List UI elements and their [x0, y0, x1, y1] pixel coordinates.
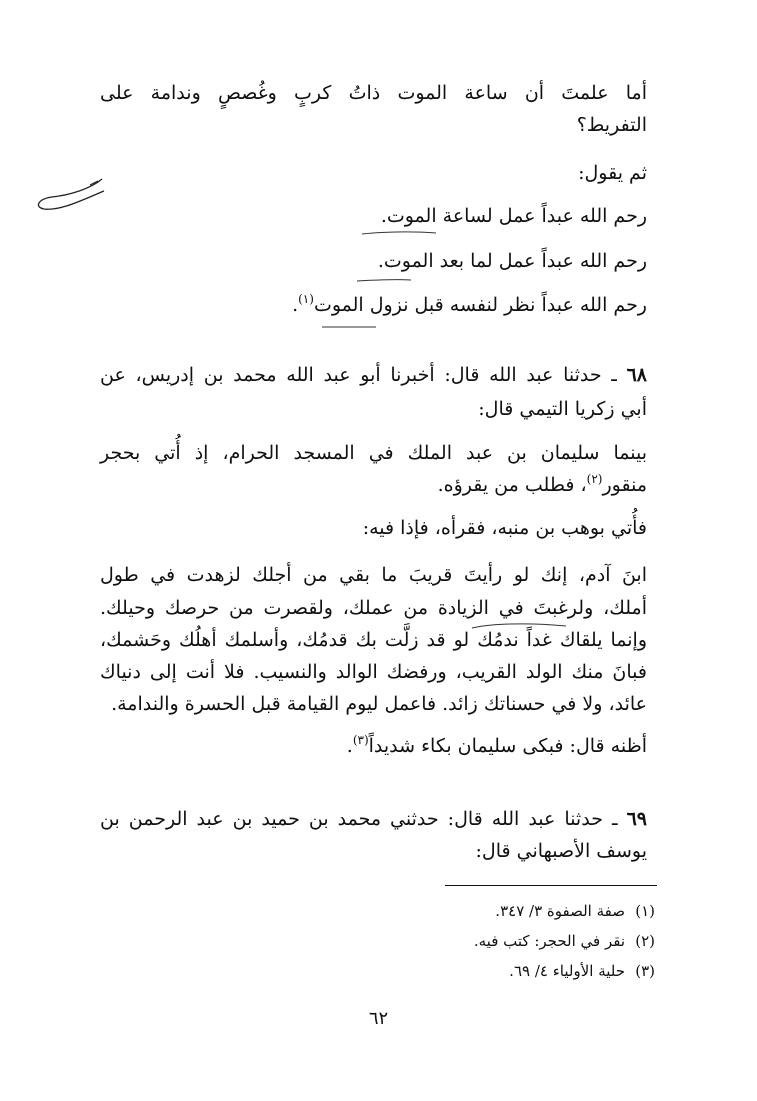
underline-mark: [320, 322, 380, 332]
footnote-text: حلية الأولياء ٤/ ٦٩.: [509, 962, 625, 980]
footnote-number: (١): [635, 902, 655, 920]
text-line: [100, 806, 647, 832]
text-line: [100, 362, 647, 388]
hadith-number: ٦٨: [626, 364, 647, 386]
text-span: منقور: [602, 474, 647, 496]
text-line: بينما سليمان بن عبد الملك في المسجد الحرام، إذ أُتي بحجر: [100, 442, 647, 464]
text-line: وإنما يلقاك غداً ندمُك لو قد زلَّت بك قدمُك، وأسلمك أهلُك وحَشمك،: [100, 629, 647, 651]
footnote: [509, 960, 655, 982]
page-number: ٦٢: [368, 1008, 389, 1029]
text-span: رحم الله عبداً نظر لنفسه قبل نزول الموت: [313, 294, 647, 316]
text-line: يوسف الأصبهاني قال:: [475, 840, 647, 862]
text-line: عائد، ولا في حسناتك زائد. فاعمل ليوم القيامة قبل الحسرة والندامة.: [111, 693, 647, 715]
text-line: التفريط؟: [576, 114, 647, 136]
margin-scribble: [30, 175, 110, 215]
text-span: ـ حدثنا عبد الله قال: أخبرنا أبو عبد الله محمد بن إدريس، عن: [100, 364, 617, 386]
footnote-number: (٣): [635, 962, 655, 980]
hadith-number: ٦٩: [626, 808, 647, 830]
text-line: رحم الله عبداً عمل لساعة الموت.: [380, 205, 647, 227]
footnote: [474, 930, 655, 952]
text-line: أما علمتَ أن ساعة الموت ذاتُ كربٍ وغُصصٍ وندامة على: [100, 82, 647, 104]
footnote-number: (٢): [635, 932, 655, 950]
text-line: ثم يقول:: [578, 162, 647, 184]
underline-mark: [355, 275, 415, 285]
footnote-divider: [445, 885, 657, 886]
text-line: [438, 472, 647, 500]
footnote-ref: (٢): [586, 472, 603, 486]
text-span: ـ حدثنا عبد الله قال: حدثني محمد بن حميد بن عبد الرحمن بن: [100, 808, 618, 830]
period: .: [346, 735, 353, 757]
footnote-ref: (١): [298, 292, 314, 306]
period: .: [292, 294, 299, 316]
text-line: فأُتي بوهب بن منبه، فقرأه، فإذا فيه:: [362, 517, 647, 539]
footnote-text: صفة الصفوة ٣/ ٣٤٧.: [495, 902, 625, 920]
underline-mark: [360, 228, 440, 238]
text-line: [347, 733, 647, 761]
text-line: رحم الله عبداً عمل لما بعد الموت.: [377, 250, 647, 272]
footnote: [495, 900, 655, 922]
footnote-ref: (٣): [352, 733, 369, 747]
text-span: أظنه قال: فبكى سليمان بكاء شديداً: [368, 735, 647, 757]
text-span: ، فطلب من يقرؤه.: [437, 474, 587, 496]
text-line: أملك، ولرغبتَ في الزيادة من عملك، ولقصرت من حرصك وحيلك.: [100, 597, 647, 619]
text-line: أبي زكريا التيمي قال:: [478, 398, 647, 420]
overline-mark: [470, 618, 570, 632]
footnote-text: نقر في الحجر: كتب فيه.: [473, 932, 625, 950]
text-line: ابنَ آدم، إنك لو رأيتَ قريبَ ما بقي من أجلك لزهدت في طول: [100, 564, 647, 586]
text-line: فبانَ منك الولد القريب، ورفضك الوالد والنسيب. فلا أنت إلى دنياك: [100, 661, 647, 683]
text-line: [292, 292, 647, 320]
